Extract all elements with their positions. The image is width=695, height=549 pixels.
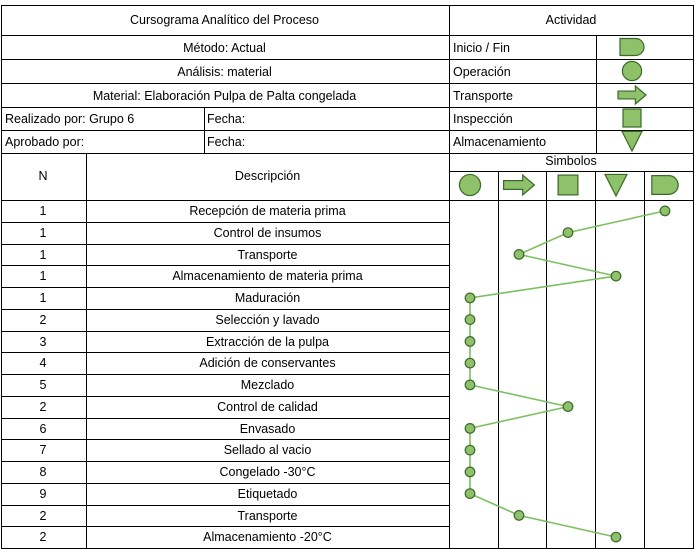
row-number: 1 [39, 269, 47, 283]
legend-label-almacenamiento: Almacenamiento [453, 135, 547, 149]
column-header-n: N [38, 169, 48, 183]
flow-point-almacenamiento [611, 271, 621, 281]
row-description: Transporte [237, 248, 298, 262]
flow-point-operacion [465, 315, 475, 325]
flow-point-almacenamiento [611, 532, 621, 542]
column-header-symbols: Simbolos [545, 154, 597, 168]
flow-point-operacion [465, 489, 475, 499]
legend-label-transporte: Transporte [453, 89, 513, 103]
header-symbol-transporte-icon [504, 175, 535, 195]
flow-point-operacion [465, 424, 475, 434]
row-number: 9 [39, 487, 47, 501]
row-description: Envasado [239, 422, 296, 436]
row-number: 3 [39, 335, 47, 349]
row-description: Selección y lavado [215, 313, 320, 327]
analysis-label: Análisis: material [177, 65, 272, 79]
flow-point-operacion [465, 380, 475, 390]
row-description: Sellado al vacio [223, 443, 312, 457]
flow-point-operacion [465, 358, 475, 368]
flow-point-operacion [465, 467, 475, 477]
row-number: 2 [39, 400, 47, 414]
row-number: 2 [39, 509, 47, 523]
row-description: Control de insumos [213, 226, 322, 240]
legend-label-inicio-fin: Inicio / Fin [453, 41, 510, 55]
approved-by-label: Aprobado por: [5, 135, 85, 149]
material-label: Material: Elaboración Pulpa de Palta congelada [92, 89, 357, 103]
row-number: 4 [39, 356, 47, 370]
row-description: Adición de conservantes [199, 356, 336, 370]
row-description: Extracción de la pulpa [206, 335, 329, 349]
flow-point-inspeccion [563, 402, 573, 412]
made-date-label: Fecha: [207, 112, 246, 126]
row-number: 1 [39, 226, 47, 240]
operacion-circle-icon [622, 61, 641, 80]
row-number: 8 [39, 465, 47, 479]
row-description: Almacenamiento de materia prima [172, 269, 363, 283]
inicio-fin-symbol-icon [620, 39, 644, 56]
flow-point-operacion [465, 445, 475, 455]
chart-title: Cursograma Analítico del Proceso [130, 13, 319, 27]
row-description: Transporte [237, 509, 298, 523]
flow-point-transporte [514, 511, 524, 521]
row-number: 2 [39, 530, 47, 544]
row-description: Maduración [234, 291, 301, 305]
transporte-arrow-icon [618, 86, 646, 104]
header-symbol-inspeccion-icon [558, 175, 578, 195]
row-description: Etiquetado [237, 487, 298, 501]
flow-line [470, 211, 665, 537]
row-description: Mezclado [240, 378, 295, 392]
row-description: Congelado -30°C [219, 465, 316, 479]
flow-point-operacion [465, 293, 475, 303]
row-description: Almacenamiento -20°C [203, 530, 332, 544]
flow-point-inspeccion [563, 228, 573, 238]
row-description: Recepción de materia prima [189, 204, 346, 218]
row-number: 1 [39, 291, 47, 305]
almacenamiento-triangle-icon [622, 131, 642, 151]
activity-title: Actividad [545, 13, 597, 27]
legend-label-inspeccion: Inspección [453, 112, 513, 126]
column-header-description: Descripción [234, 169, 301, 183]
header-symbol-inicio-fin-icon [652, 176, 678, 195]
approved-date-label: Fecha: [207, 135, 246, 149]
header-symbol-operacion-icon [459, 174, 480, 195]
row-number: 1 [39, 248, 47, 262]
flow-point-transporte [514, 250, 524, 260]
row-number: 6 [39, 422, 47, 436]
header-symbol-almacenamiento-icon [605, 174, 627, 196]
row-description: Control de calidad [217, 400, 318, 414]
row-number: 1 [39, 204, 47, 218]
flow-point-operacion [465, 337, 475, 347]
row-number: 7 [39, 443, 47, 457]
method-label: Método: Actual [183, 41, 266, 55]
inspeccion-square-icon [623, 109, 641, 127]
made-by-label: Realizado por: Grupo 6 [5, 112, 135, 126]
row-number: 5 [39, 378, 47, 392]
flow-point-inicio-fin [660, 206, 670, 216]
row-number: 2 [39, 313, 47, 327]
legend-label-operacion: Operación [453, 65, 511, 79]
